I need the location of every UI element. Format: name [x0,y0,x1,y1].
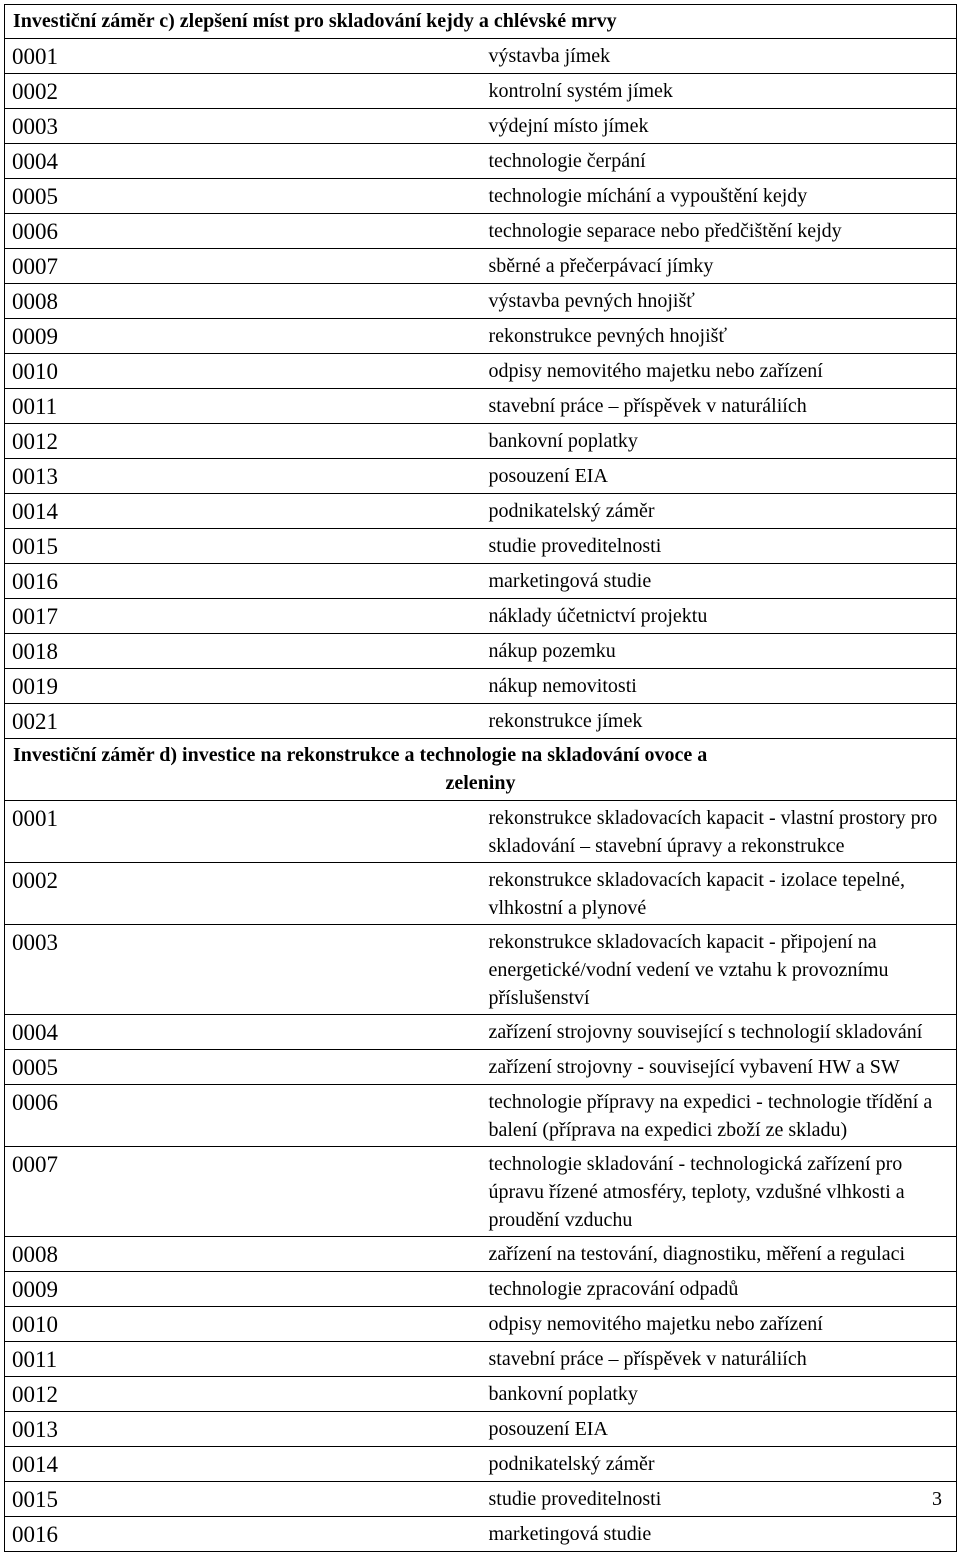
table-row [5,529,957,564]
table-row [5,634,957,669]
table-row [5,1237,957,1272]
table-row [5,925,957,1015]
section-d-heading-line1: Investiční záměr d) investice na rekonstrukce a technologie na skladování ovoce a [13,744,708,766]
item-description: bankovní poplatky [481,424,957,459]
table-row [5,424,957,459]
item-code: 0001 [5,801,481,863]
item-code: 0010 [5,1307,481,1342]
item-description: zařízení na testování, diagnostiku, měření a regulaci [481,1237,957,1272]
item-code: 0021 [5,704,481,739]
table-row [5,564,957,599]
section-c-header-row [5,5,957,39]
table-row [5,704,957,739]
item-code: 0001 [5,39,481,74]
item-code: 0011 [5,1342,481,1377]
item-description: studie proveditelnosti [481,529,957,564]
item-code: 0015 [5,529,481,564]
item-description: technologie skladování - technologická zařízení pro úpravu řízené atmosféry, teploty, vzdušné vlhkosti a proudění vzduchu [481,1147,957,1237]
page-number: 3 [932,1488,942,1510]
item-code: 0012 [5,1377,481,1412]
item-code: 0005 [5,179,481,214]
item-description: rekonstrukce jímek [481,704,957,739]
item-code: 0018 [5,634,481,669]
item-description: marketingová studie [481,1517,957,1552]
item-code: 0014 [5,1447,481,1482]
table-row [5,1272,957,1307]
item-code: 0002 [5,74,481,109]
item-code: 0013 [5,1412,481,1447]
item-code: 0007 [5,249,481,284]
item-description: technologie přípravy na expedici - technologie třídění a balení (příprava na expedici zboží ze skladu) [481,1085,957,1147]
item-code: 0008 [5,1237,481,1272]
item-code: 0016 [5,1517,481,1552]
item-description: posouzení EIA [481,1412,957,1447]
item-code: 0009 [5,1272,481,1307]
item-description: stavební práce – příspěvek v naturáliích [481,389,957,424]
table-row [5,1412,957,1447]
table-row [5,144,957,179]
item-description: nákup nemovitosti [481,669,957,704]
item-description: sběrné a přečerpávací jímky [481,249,957,284]
item-code: 0005 [5,1050,481,1085]
item-code: 0004 [5,1015,481,1050]
section-d-heading-line2: zeleniny [445,772,516,794]
item-code: 0012 [5,424,481,459]
table-row [5,801,957,863]
item-code: 0014 [5,494,481,529]
item-description: zařízení strojovny - související vybavení HW a SW [481,1050,957,1085]
item-code: 0006 [5,1085,481,1147]
table-row [5,39,957,74]
item-code: 0009 [5,319,481,354]
section-c-heading: Investiční záměr c) zlepšení míst pro skladování kejdy a chlévské mrvy [5,5,957,39]
table-row [5,863,957,925]
table-row [5,284,957,319]
table-row [5,214,957,249]
item-description: stavební práce – příspěvek v naturáliích [481,1342,957,1377]
cost-items-table [4,4,957,1552]
table-row [5,599,957,634]
item-description: nákup pozemku [481,634,957,669]
item-code: 0003 [5,925,481,1015]
table-row [5,1517,957,1552]
item-description: výstavba pevných hnojišť [481,284,957,319]
item-code: 0015 [5,1482,481,1517]
table-row [5,1377,957,1412]
item-code: 0019 [5,669,481,704]
item-description: kontrolní systém jímek [481,74,957,109]
table-row [5,494,957,529]
section-d-body [5,739,957,1552]
item-code: 0007 [5,1147,481,1237]
item-code: 0006 [5,214,481,249]
table-row [5,459,957,494]
table-row [5,1085,957,1147]
table-row [5,354,957,389]
item-code: 0003 [5,109,481,144]
table-row [5,1447,957,1482]
table-row [5,74,957,109]
item-description: technologie míchání a vypouštění kejdy [481,179,957,214]
table-row [5,319,957,354]
item-description: technologie čerpání [481,144,957,179]
item-description: odpisy nemovitého majetku nebo zařízení [481,354,957,389]
item-code: 0004 [5,144,481,179]
section-d-heading [5,739,957,801]
item-description: výdejní místo jímek [481,109,957,144]
item-description: zařízení strojovny související s technologií skladování [481,1015,957,1050]
item-description: výstavba jímek [481,39,957,74]
table-row [5,1482,957,1517]
document [4,4,957,1552]
table-row [5,1015,957,1050]
item-code: 0013 [5,459,481,494]
table-row [5,1050,957,1085]
table-row [5,669,957,704]
item-description: technologie zpracování odpadů [481,1272,957,1307]
item-description: rekonstrukce skladovacích kapacit - připojení na energetické/vodní vedení ve vztahu k provoznímu příslušenství [481,925,957,1015]
item-description: podnikatelský záměr [481,494,957,529]
table-row [5,1307,957,1342]
table-row [5,249,957,284]
table-row [5,1147,957,1237]
item-description: rekonstrukce pevných hnojišť [481,319,957,354]
item-description: odpisy nemovitého majetku nebo zařízení [481,1307,957,1342]
item-description: posouzení EIA [481,459,957,494]
item-code: 0002 [5,863,481,925]
item-code: 0017 [5,599,481,634]
item-code: 0008 [5,284,481,319]
item-code: 0010 [5,354,481,389]
item-description: podnikatelský záměr [481,1447,957,1482]
table-row [5,109,957,144]
item-code: 0011 [5,389,481,424]
item-description: náklady účetnictví projektu [481,599,957,634]
table-row [5,179,957,214]
table-row [5,1342,957,1377]
item-description: bankovní poplatky [481,1377,957,1412]
section-d-header-row [5,739,957,801]
item-description: studie proveditelnosti [481,1482,957,1517]
item-description: rekonstrukce skladovacích kapacit - izolace tepelné, vlhkostní a plynové [481,863,957,925]
table-row [5,389,957,424]
item-code: 0016 [5,564,481,599]
section-c-body [5,5,957,739]
item-description: marketingová studie [481,564,957,599]
item-description: technologie separace nebo předčištění kejdy [481,214,957,249]
item-description: rekonstrukce skladovacích kapacit - vlastní prostory pro skladování – stavební úpravy a rekonstrukce [481,801,957,863]
